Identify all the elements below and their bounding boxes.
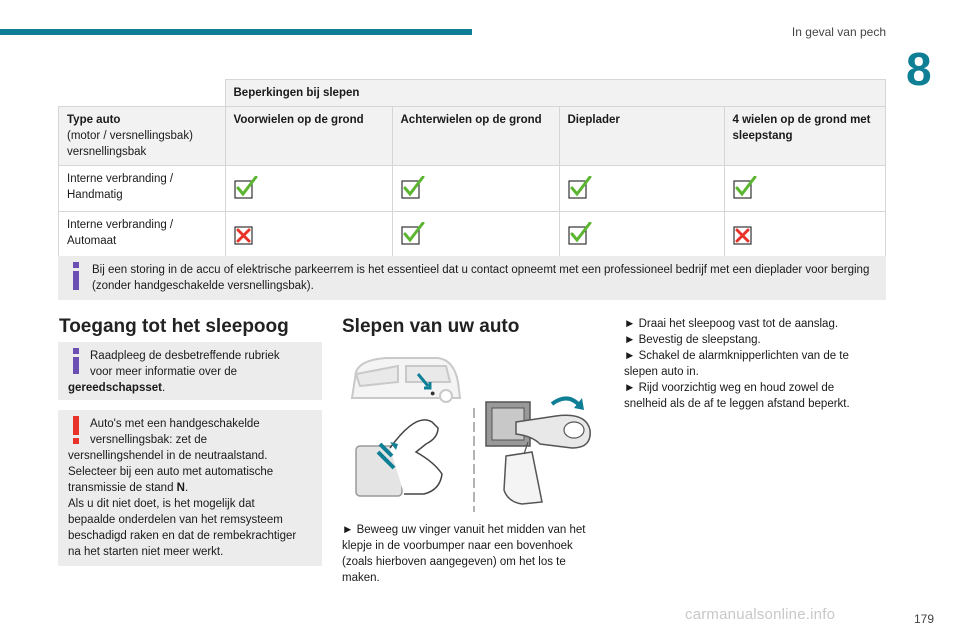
step-text: ► Bevestig de sleepstang.	[624, 334, 761, 346]
warning-text: Selecteer bij een auto met automatische	[68, 466, 274, 478]
warning-icon	[72, 416, 80, 444]
info-text: Raadpleeg de desbetreffende rubriek	[90, 350, 280, 362]
column-header: Achterwielen op de grond	[392, 107, 559, 166]
info-icon	[72, 348, 80, 374]
info-text: voor meer informatie over de	[90, 366, 238, 378]
warning-text: Auto's met een handgeschakelde	[90, 418, 260, 430]
step-text: ► Beweeg uw vinger vanuit het midden van het	[342, 524, 586, 536]
table-row	[59, 166, 886, 212]
check-icon	[401, 222, 423, 244]
row-label: Automaat	[67, 235, 117, 247]
step-text: maken.	[342, 572, 380, 584]
type-desc: (motor / versnellingsbak)	[67, 130, 193, 142]
row-label: Interne verbranding /	[67, 173, 174, 185]
step-detach-cover	[342, 522, 604, 586]
tow-eye-illustration	[346, 352, 604, 514]
warning-text: versnellingshendel in de neutraalstand.	[68, 450, 268, 462]
info-box	[58, 342, 322, 400]
check-icon	[401, 176, 423, 198]
warning-text: .	[184, 482, 189, 494]
column-header: 4 wielen op de grond met sleepstang	[724, 107, 886, 166]
step-text: (zoals hierboven aangegeven) om het los te	[342, 556, 566, 568]
warning-box	[58, 410, 322, 566]
heading-towing-your-car: Slepen van uw auto	[342, 316, 520, 337]
type-title: Type auto	[67, 114, 121, 126]
header-accent-bar	[0, 29, 472, 35]
section-title: In geval van pech	[791, 25, 886, 39]
warning-text: na het starten niet meer werkt.	[68, 546, 224, 558]
check-icon	[568, 176, 590, 198]
warning-text-bold: N	[176, 482, 185, 494]
info-text-bold: gereedschapsset	[68, 382, 162, 394]
page-number: 179	[913, 612, 934, 626]
warning-text: transmissie de stand	[68, 482, 177, 494]
cross-icon	[733, 222, 755, 244]
row-label: Interne verbranding /	[67, 219, 174, 231]
watermark: carmanualsonline.info	[685, 606, 836, 623]
warning-text: bepaalde onderdelen van het remsysteem	[68, 514, 283, 526]
check-icon	[733, 176, 755, 198]
warning-text: versnellingsbak: zet de	[90, 434, 207, 446]
check-icon	[234, 176, 256, 198]
info-note-text: Bij een storing in de accu of elektrische parkeerrem is het essentieel dat u contact opneemt met een professioneel bedrijf met een dieplader voor berging (zonder handgeschakelde versnellingsbak).	[92, 264, 870, 292]
info-note	[58, 256, 886, 300]
warning-text: Als u dit niet doet, is het mogelijk dat	[68, 498, 255, 510]
heading-access-tow-eye: Toegang tot het sleepoog	[59, 316, 289, 337]
column-header: Voorwielen op de grond	[225, 107, 392, 166]
cross-icon	[234, 222, 256, 244]
info-icon	[72, 262, 80, 290]
check-icon	[568, 222, 590, 244]
step-text: slepen auto in.	[624, 366, 699, 378]
table-row	[59, 212, 886, 258]
step-text: ► Rijd voorzichtig weg en houd zowel de	[624, 382, 835, 394]
step-text: ► Schakel de alarmknipperlichten van de te	[624, 350, 849, 362]
towing-limits-table	[58, 79, 886, 258]
row-label: Handmatig	[67, 189, 123, 201]
step-text: snelheid als de af te leggen afstand beperkt.	[624, 398, 850, 410]
type-desc-2: versnellingsbak	[67, 146, 147, 158]
chapter-tab	[890, 40, 960, 96]
type-header	[59, 107, 226, 166]
table-caption: Beperkingen bij slepen	[225, 80, 886, 107]
svg-text:●: ●	[430, 388, 436, 398]
step-text: ► Draai het sleepoog vast tot de aanslag.	[624, 318, 839, 330]
step-text: klepje in de voorbumper naar een bovenhoek	[342, 540, 573, 552]
towing-steps	[624, 316, 886, 412]
info-text: .	[161, 382, 166, 394]
column-header: Dieplader	[559, 107, 724, 166]
chapter-number: 8	[906, 43, 932, 95]
warning-text: beschadigd raken en dat de rembekrachtiger	[68, 530, 297, 542]
